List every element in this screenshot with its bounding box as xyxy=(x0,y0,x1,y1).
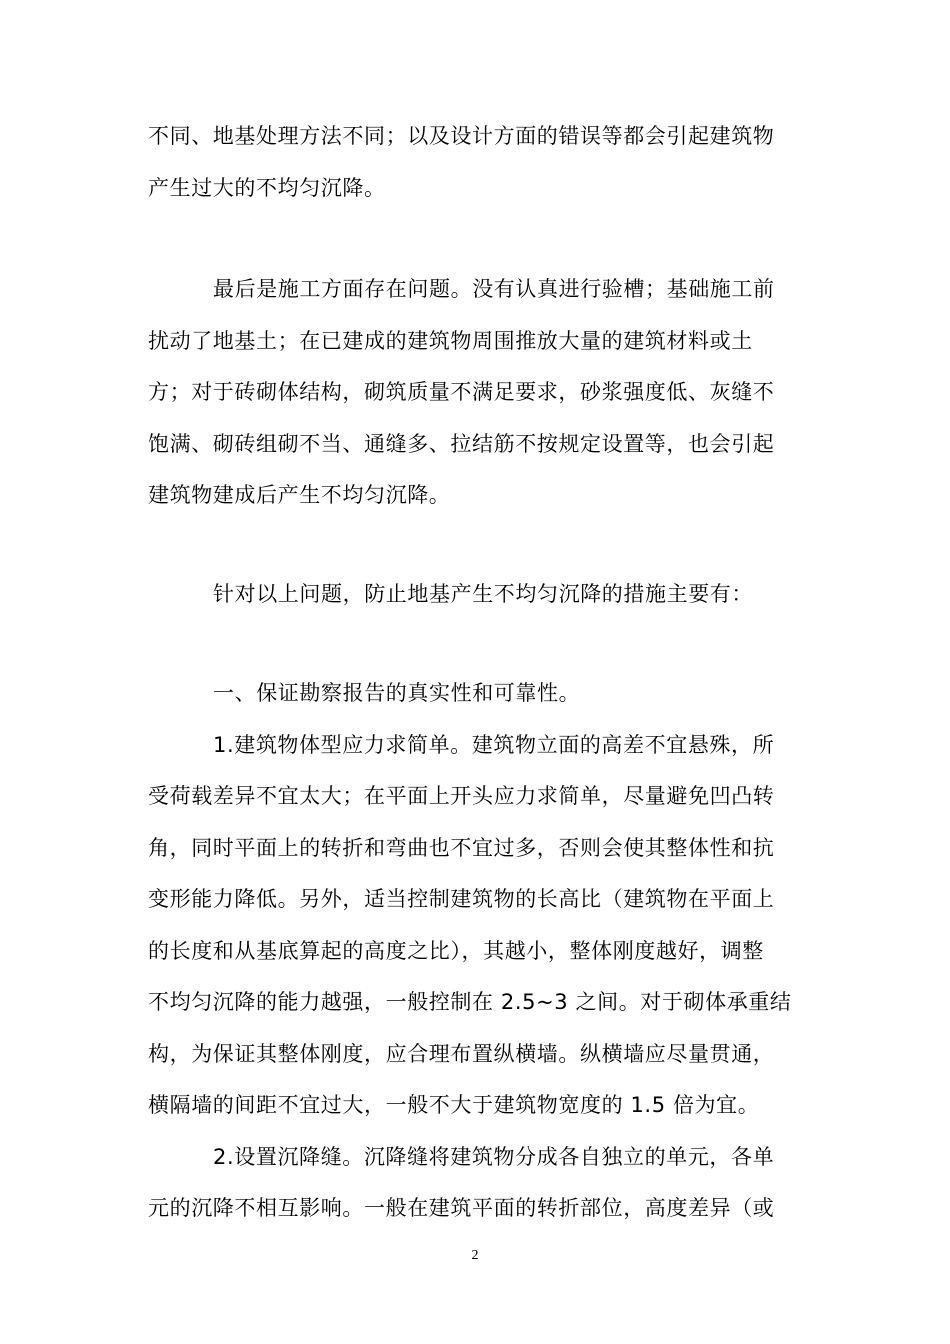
text-line: 构，为保证其整体刚度，应合理布置纵横墙。纵横墙应尽量贯通， xyxy=(148,1042,775,1066)
text-line: 2.设置沉降缝。沉降缝将建筑物分成各自独立的单元，各单 xyxy=(213,1145,775,1169)
text-line: 的长度和从基底算起的高度之比），其越小，整体刚度越好，调整 xyxy=(148,939,764,963)
text-line: 方；对于砖砌体结构，砌筑质量不满足要求，砂浆强度低、灰缝不 xyxy=(148,380,775,404)
text-line: 建筑物建成后产生不均匀沉降。 xyxy=(148,483,451,507)
text-line: 不同、地基处理方法不同；以及设计方面的错误等都会引起建筑物 xyxy=(148,124,775,148)
text-line: 扰动了地基土；在已建成的建筑物周围推放大量的建筑材料或土 xyxy=(148,329,753,353)
text-line: 受荷载差异不宜太大；在平面上开头应力求简单，尽量避免凹凸转 xyxy=(148,784,775,808)
text-line: 横隔墙的间距不宜过大，一般不大于建筑物宽度的 1.5 倍为宜。 xyxy=(148,1093,760,1117)
text-line: 饱满、砌砖组砌不当、通缝多、拉结筋不按规定设置等，也会引起 xyxy=(148,432,775,456)
text-line: 1.建筑物体型应力求简单。建筑物立面的高差不宜悬殊，所 xyxy=(213,733,775,757)
text-line: 变形能力降低。另外，适当控制建筑物的长高比（建筑物在平面上 xyxy=(148,887,775,911)
text-line: 最后是施工方面存在问题。没有认真进行验槽；基础施工前 xyxy=(213,277,775,301)
text-line: 产生过大的不均匀沉降。 xyxy=(148,176,386,200)
text-line: 针对以上问题，防止地基产生不均匀沉降的措施主要有： xyxy=(213,582,753,606)
text-line: 角，同时平面上的转折和弯曲也不宜过多，否则会使其整体性和抗 xyxy=(148,836,775,860)
text-line: 不均匀沉降的能力越强，一般控制在 2.5~3 之间。对于砌体承重结 xyxy=(148,990,792,1014)
page-number: 2 xyxy=(471,1248,479,1263)
section-heading: 一、保证勘察报告的真实性和可靠性。 xyxy=(213,681,581,705)
text-line: 元的沉降不相互影响。一般在建筑平面的转折部位，高度差异（或 xyxy=(148,1196,775,1220)
